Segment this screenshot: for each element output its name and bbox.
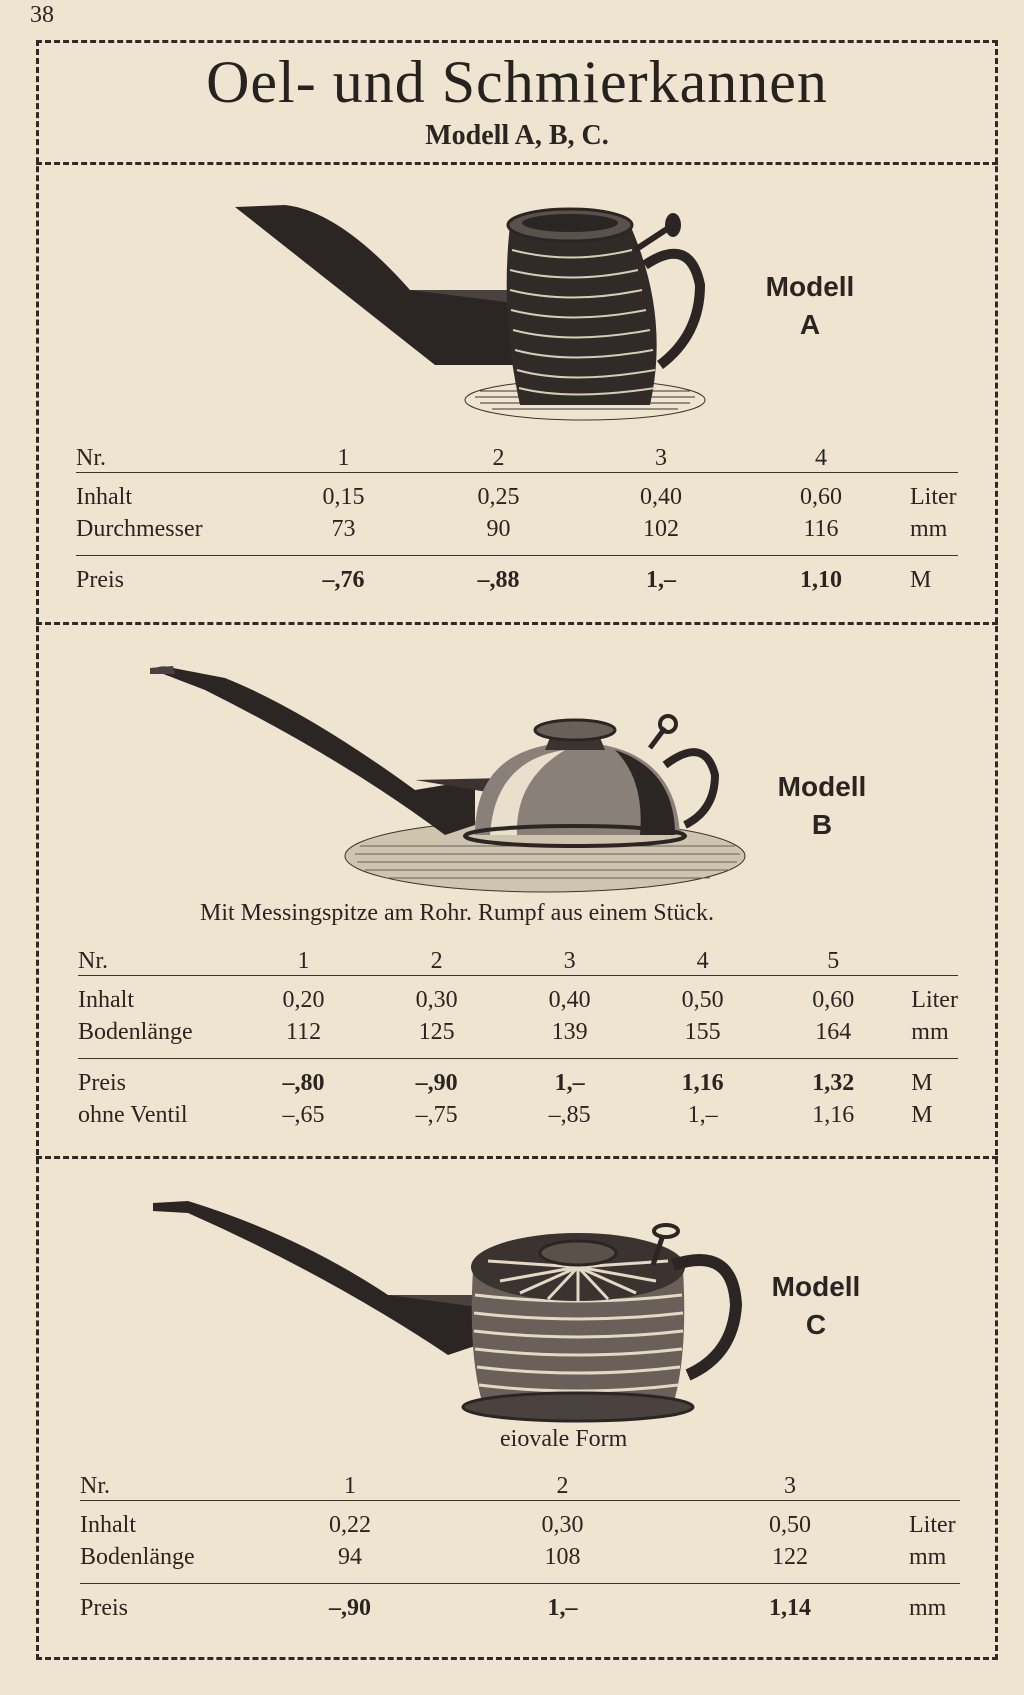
model-b-inhalt-unit: Liter xyxy=(897,976,958,1015)
model-a-label xyxy=(740,268,880,344)
model-a-inhalt-4: 0,60 xyxy=(746,473,896,512)
model-a-inhalt-3: 0,40 xyxy=(576,473,746,512)
model-a-durchmesser-row xyxy=(76,511,958,543)
section-divider-a-b xyxy=(36,622,998,625)
model-b-preis-5: 1,32 xyxy=(769,1059,897,1098)
model-a-preis-row xyxy=(76,556,958,595)
model-b-nr-label: Nr. xyxy=(78,948,108,974)
model-c-header-row xyxy=(80,1460,960,1501)
model-b-ohne-ventil-5: 1,16 xyxy=(812,1102,855,1128)
model-b-bodenlaenge-1: 112 xyxy=(285,1019,322,1045)
model-b-bodenlaenge-label: Bodenlänge xyxy=(78,1019,193,1045)
model-b-preis-1: –,80 xyxy=(237,1059,370,1098)
model-b-header-row xyxy=(78,935,958,976)
model-b-preis-3: 1,– xyxy=(503,1059,636,1098)
model-c-bodenlaenge-1: 94 xyxy=(338,1544,362,1570)
model-a-label-word: Modell xyxy=(765,271,855,302)
model-a-preis-label: Preis xyxy=(76,556,266,595)
model-c-preis-label: Preis xyxy=(80,1584,260,1623)
model-b-bodenlaenge-4: 155 xyxy=(684,1019,721,1045)
model-c-table xyxy=(80,1460,960,1622)
model-c-col-1: 1 xyxy=(344,1473,356,1499)
model-b-table xyxy=(78,935,958,1129)
model-a-inhalt-label: Inhalt xyxy=(76,473,266,512)
model-c-inhalt-label: Inhalt xyxy=(80,1501,260,1540)
model-c-inhalt-row xyxy=(80,1501,960,1540)
model-b-bodenlaenge-5: 164 xyxy=(815,1019,852,1045)
model-b-bodenlaenge-2: 125 xyxy=(418,1019,455,1045)
oil-can-a-illustration xyxy=(230,195,730,425)
model-b-label xyxy=(752,768,892,844)
model-c-inhalt-3: 0,50 xyxy=(685,1501,895,1540)
model-b-ohne-ventil-1: –,65 xyxy=(282,1102,325,1128)
model-c-bodenlaenge-unit: mm xyxy=(909,1544,947,1570)
model-a-durchmesser-label: Durchmesser xyxy=(76,516,203,542)
model-b-col-5: 5 xyxy=(827,948,840,974)
model-a-durchmesser-1: 73 xyxy=(331,516,356,542)
model-b-bodenlaenge-3: 139 xyxy=(551,1019,588,1045)
model-c-inhalt-2: 0,30 xyxy=(440,1501,685,1540)
title-divider xyxy=(36,162,998,165)
model-a-header-row xyxy=(76,432,958,473)
page-subtitle: Modell A, B, C. xyxy=(425,120,609,151)
model-b-col-3: 3 xyxy=(563,948,576,974)
model-c-label xyxy=(746,1268,886,1344)
model-b-label-letter: B xyxy=(811,809,833,840)
model-a-durchmesser-2: 90 xyxy=(486,516,511,542)
model-a-inhalt-row xyxy=(76,473,958,512)
model-c-bodenlaenge-2: 108 xyxy=(544,1544,581,1570)
model-a-col-1: 1 xyxy=(337,445,350,471)
model-c-preis-2: 1,– xyxy=(440,1584,685,1623)
model-c-inhalt-1: 0,22 xyxy=(260,1501,440,1540)
section-divider-b-c xyxy=(36,1156,998,1159)
model-b-col-2: 2 xyxy=(430,948,443,974)
model-c-bodenlaenge-row xyxy=(80,1539,960,1571)
model-b-col-1: 1 xyxy=(297,948,310,974)
model-b-bodenlaenge-unit: mm xyxy=(911,1019,949,1045)
model-b-ohne-ventil-3: –,85 xyxy=(548,1102,591,1128)
model-b-inhalt-row xyxy=(78,976,958,1015)
model-a-col-4: 4 xyxy=(815,445,827,471)
model-a-label-letter: A xyxy=(799,309,821,340)
model-b-inhalt-4: 0,50 xyxy=(636,976,769,1015)
model-b-inhalt-label: Inhalt xyxy=(78,976,237,1015)
model-a-col-3: 3 xyxy=(655,445,667,471)
model-b-col-4: 4 xyxy=(696,948,709,974)
model-a-preis-1: –,76 xyxy=(266,556,421,595)
model-a-durchmesser-4: 116 xyxy=(803,516,839,542)
model-b-bodenlaenge-row xyxy=(78,1014,958,1046)
model-c-bodenlaenge-label: Bodenlänge xyxy=(80,1544,195,1570)
model-a-inhalt-unit: Liter xyxy=(896,473,958,512)
model-a-durchmesser-3: 102 xyxy=(643,516,679,542)
model-c-preis-3: 1,14 xyxy=(685,1584,895,1623)
oil-can-b-illustration xyxy=(145,660,755,900)
model-c-nr-label: Nr. xyxy=(80,1473,110,1499)
model-a-preis-2: –,88 xyxy=(421,556,576,595)
page-title: Oel- und Schmierkannen xyxy=(206,49,828,115)
model-c-bodenlaenge-3: 122 xyxy=(772,1544,808,1570)
model-b-ohne-ventil-4: 1,– xyxy=(687,1102,718,1128)
model-a-durchmesser-unit: mm xyxy=(910,516,948,542)
model-b-preis-2: –,90 xyxy=(370,1059,503,1098)
model-b-preis-label: Preis xyxy=(78,1059,237,1098)
oil-can-c-illustration xyxy=(148,1195,748,1425)
model-b-ohne-ventil-2: –,75 xyxy=(415,1102,458,1128)
model-b-label-word: Modell xyxy=(777,771,867,802)
model-b-ohne-ventil-row xyxy=(78,1097,958,1129)
model-b-inhalt-1: 0,20 xyxy=(237,976,370,1015)
model-a-preis-4: 1,10 xyxy=(746,556,896,595)
model-c-label-word: Modell xyxy=(771,1271,861,1302)
model-b-preis-4: 1,16 xyxy=(636,1059,769,1098)
model-a-preis-unit: M xyxy=(896,556,958,595)
model-c-preis-unit: mm xyxy=(895,1584,960,1623)
model-b-preis-row xyxy=(78,1059,958,1098)
model-c-inhalt-unit: Liter xyxy=(895,1501,960,1540)
page-number: 38 xyxy=(30,2,54,28)
model-b-note: Mit Messingspitze am Rohr. Rumpf aus einem Stück. xyxy=(200,900,714,926)
model-b-inhalt-3: 0,40 xyxy=(503,976,636,1015)
model-c-col-3: 3 xyxy=(784,1473,796,1499)
model-c-preis-row xyxy=(80,1584,960,1623)
model-a-col-2: 2 xyxy=(492,445,505,471)
model-a-inhalt-1: 0,15 xyxy=(266,473,421,512)
model-c-note: eiovale Form xyxy=(500,1426,628,1452)
model-c-col-2: 2 xyxy=(556,1473,569,1499)
model-b-ohne-ventil-unit: M xyxy=(911,1102,933,1128)
model-b-ohne-ventil-label: ohne Ventil xyxy=(78,1102,188,1128)
model-a-preis-3: 1,– xyxy=(576,556,746,595)
model-b-preis-unit: M xyxy=(897,1059,958,1098)
model-a-table xyxy=(76,432,958,594)
model-b-inhalt-5: 0,60 xyxy=(769,976,897,1015)
model-a-inhalt-2: 0,25 xyxy=(421,473,576,512)
model-c-preis-1: –,90 xyxy=(260,1584,440,1623)
model-c-label-letter: C xyxy=(805,1309,827,1340)
model-b-inhalt-2: 0,30 xyxy=(370,976,503,1015)
model-a-nr-label: Nr. xyxy=(76,445,106,471)
